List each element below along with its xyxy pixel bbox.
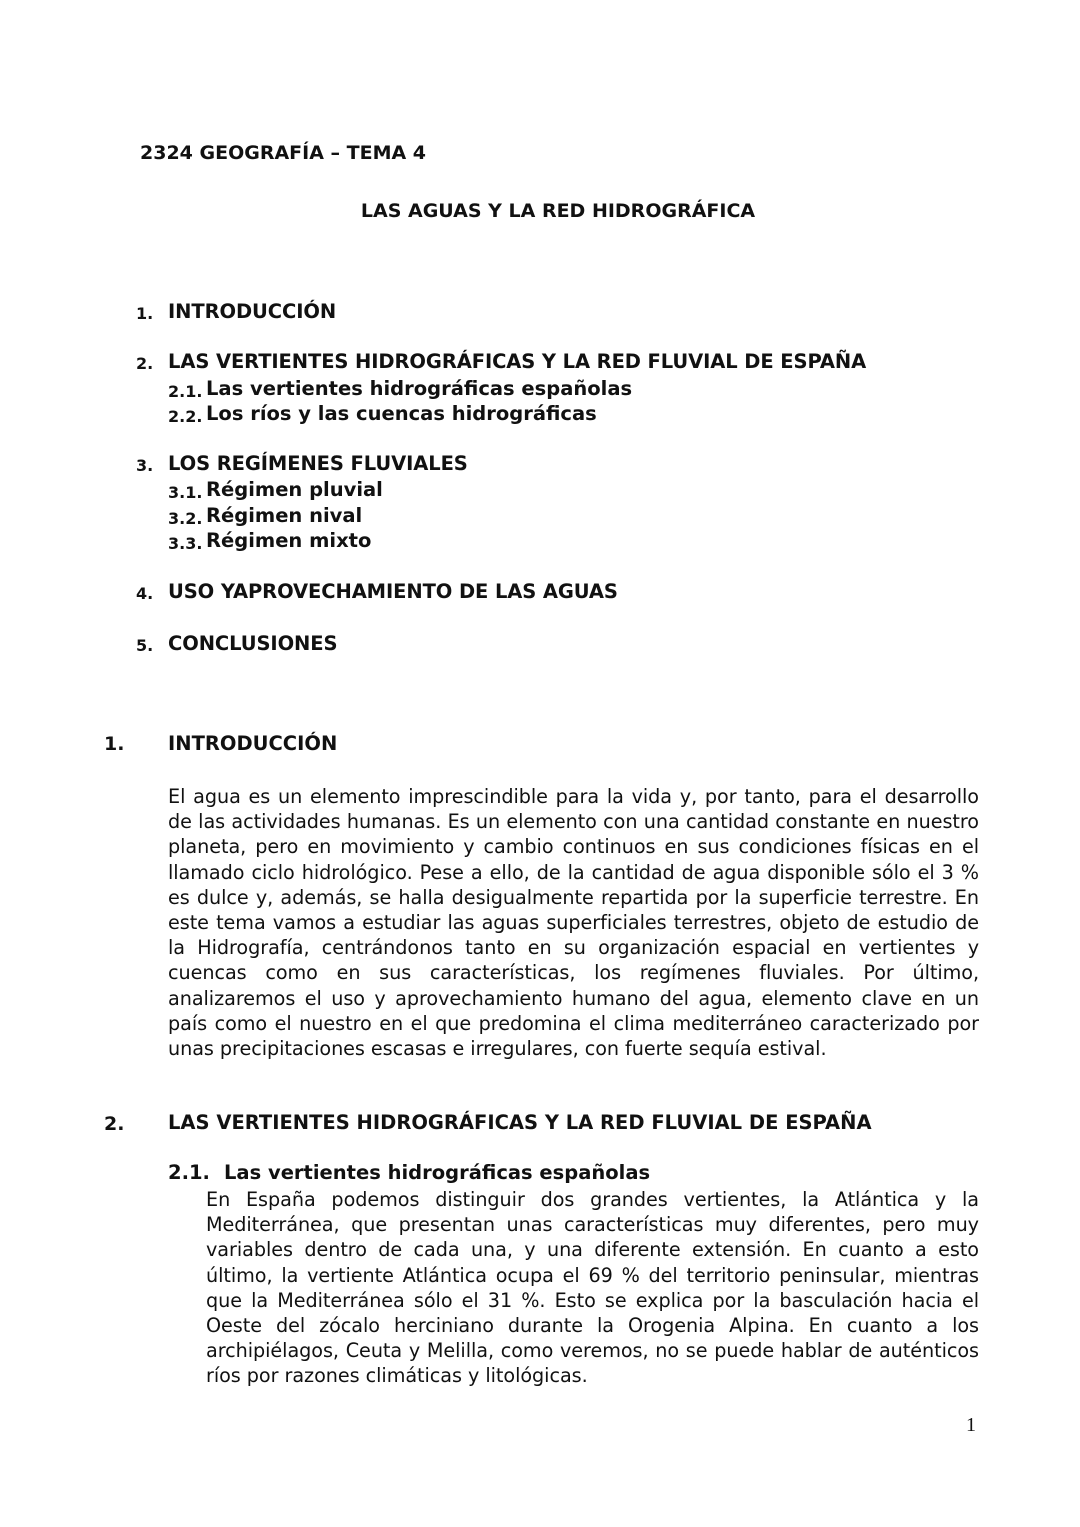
toc-subitem-number: 3.3. — [168, 534, 203, 553]
course-title: 2324 GEOGRAFÍA – TEMA 4 — [140, 142, 427, 164]
toc-item-regimenes: LOS REGÍMENES FLUVIALES — [168, 452, 468, 475]
toc-subitem-vertientes-espanolas: Las vertientes hidrográficas españolas — [206, 377, 633, 400]
toc-item-number: 5. — [136, 636, 154, 655]
subsection-paragraph: En España podemos distinguir dos grandes vertientes, la Atlántica y la Mediterránea, que presentan unas características muy diferentes, pero muy variables dentro de cada una, y una diferente extensión. En cuanto a esto último, la vertiente Atlántica ocupa el 69 % del territorio peninsular, mientras que la Mediterránea sólo el 31 %. Esto se explica por la basculación hacia el Oeste del zócalo herciniano durante la Orogenia Alpina. En cuanto a los archipiélagos, Ceuta y Melilla, como veremos, no se puede hablar de auténticos ríos por razones climáticas y litológicas. — [206, 1188, 979, 1388]
toc-subitem-pluvial: Régimen pluvial — [206, 478, 383, 501]
section-title: INTRODUCCIÓN — [168, 732, 338, 755]
section-paragraph: El agua es un elemento imprescindible para la vida y, por tanto, para el desarrollo de las actividades humanas. Es un elemento con una cantidad constante en nuestro planeta, pero en movimiento y cambio continuos en sus condiciones físicas en el llamado ciclo hidrológico. Pese a ello, de la cantidad de agua disponible sólo el 3 % es dulce y, además, se halla desigualmente repartida por la superficie terrestre. En este tema vamos a estudiar las aguas superficiales terrestres, objeto de estudio de la Hidrografía, centrándonos tanto en su organización espacial en vertientes y cuencas como en sus características, los regímenes fluviales. Por último, analizaremos el uso y aprovechamiento humano del agua, elemento clave en un país como el nuestro en el que predomina el clima mediterráneo caracterizado por unas precipitaciones escasas e irregulares, con fuerte sequía estival. — [168, 785, 979, 1061]
toc-item-number: 1. — [136, 304, 154, 323]
subsection-heading — [168, 1161, 650, 1184]
toc-subitem-mixto: Régimen mixto — [206, 529, 372, 552]
toc-item-vertientes: LAS VERTIENTES HIDROGRÁFICAS Y LA RED FLUVIAL DE ESPAÑA — [168, 350, 867, 373]
toc-subitem-number: 2.1. — [168, 382, 203, 401]
toc-subitem-rios-cuencas: Los ríos y las cuencas hidrográficas — [206, 402, 597, 425]
toc-subitem-number: 3.1. — [168, 483, 203, 502]
page-title: LAS AGUAS Y LA RED HIDROGRÁFICA — [360, 200, 756, 222]
toc-subitem-number: 3.2. — [168, 509, 203, 528]
toc-subitem-number: 2.2. — [168, 407, 203, 426]
section-number: 2. — [104, 1113, 125, 1135]
toc-item-number: 2. — [136, 354, 154, 373]
toc-item-conclusiones: CONCLUSIONES — [168, 632, 338, 655]
toc-subitem-nival: Régimen nival — [206, 504, 363, 527]
section-title: LAS VERTIENTES HIDROGRÁFICAS Y LA RED FLUVIAL DE ESPAÑA — [168, 1111, 872, 1134]
toc-item-introduccion: INTRODUCCIÓN — [168, 300, 337, 323]
section-number: 1. — [104, 733, 125, 755]
subsection-title: Las vertientes hidrográficas españolas — [224, 1161, 651, 1184]
toc-item-number: 3. — [136, 456, 154, 475]
page-number: 1 — [966, 1414, 976, 1436]
subsection-number: 2.1. — [168, 1161, 210, 1184]
toc-item-uso: USO YAPROVECHAMIENTO DE LAS AGUAS — [168, 580, 618, 603]
toc-item-number: 4. — [136, 584, 154, 603]
